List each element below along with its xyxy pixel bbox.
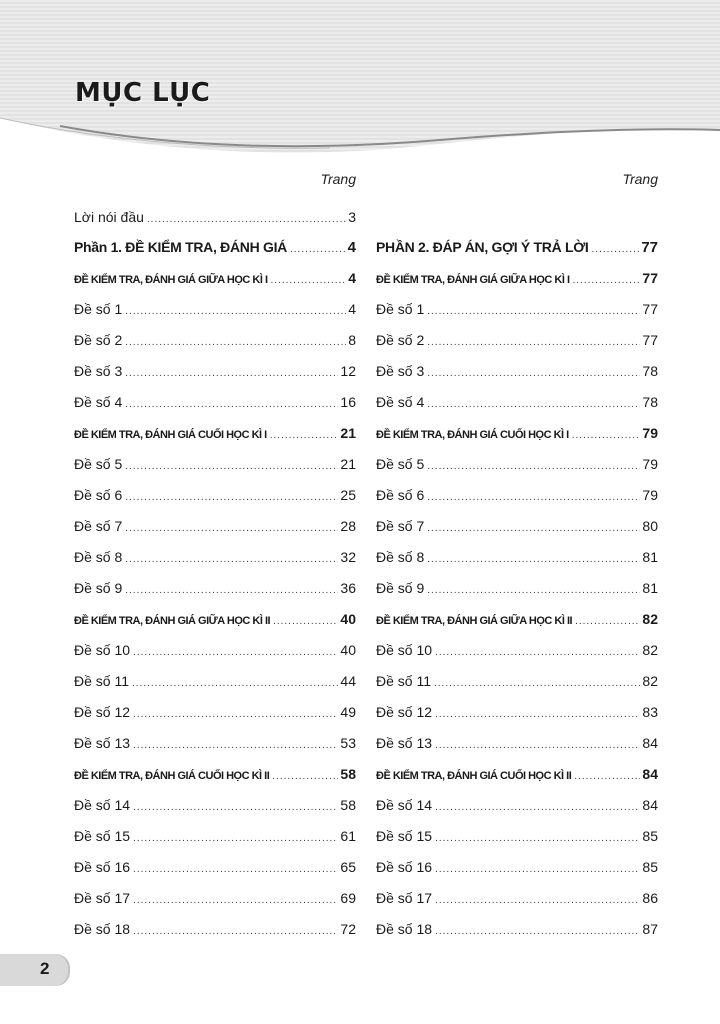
toc-entry[interactable] [376,852,658,883]
toc-entry-intro[interactable] [74,202,356,232]
dot-leader [427,296,640,327]
dot-leader [133,730,338,761]
dot-leader [427,575,640,606]
entry-label: ĐỀ KIỂM TRA, ĐÁNH GIÁ GIỮA HỌC KÌ I [376,274,570,286]
entry-label: Đề số 5 [74,456,123,472]
toc-entry[interactable] [74,449,356,480]
entry-page: 40 [340,611,356,627]
entry-label: Đề số 11 [376,673,431,689]
entry-page: 79 [642,456,658,472]
toc-entry[interactable] [74,387,356,418]
part-page: 4 [347,239,356,256]
page-number: 2 [40,959,50,978]
dot-leader [574,761,640,792]
toc-entry[interactable] [74,914,356,945]
toc-entry[interactable] [376,542,658,573]
entry-page: 58 [340,766,356,782]
dot-leader [125,389,338,420]
entry-page: 85 [642,828,658,844]
entry-page: 4 [348,270,356,286]
entry-label: ĐỀ KIỂM TRA, ĐÁNH GIÁ GIỮA HỌC KÌ II [376,615,573,627]
entry-label: Đề số 2 [376,332,425,348]
entry-page: 58 [340,797,356,813]
dot-leader [125,451,338,482]
dot-leader [573,265,641,296]
toc-entry[interactable] [74,542,356,573]
entry-page: 21 [340,456,356,472]
toc-entry[interactable] [376,325,658,356]
dot-leader [133,637,338,668]
entry-label: Lời nói đầu [74,209,144,225]
toc-left-column [74,168,356,945]
entry-page: 84 [642,797,658,813]
entry-label: Đề số 17 [376,890,433,906]
entry-page: 84 [642,766,658,782]
entry-page: 61 [340,828,356,844]
entry-page: 82 [642,673,658,689]
dot-leader [132,668,338,699]
entry-page: 78 [642,363,658,379]
toc-section-heading[interactable] [376,604,658,635]
entry-label: Đề số 4 [376,394,425,410]
toc-entry[interactable] [74,728,356,759]
entry-label: Đề số 10 [74,642,131,658]
entry-label: ĐỀ KIỂM TRA, ĐÁNH GIÁ GIỮA HỌC KÌ II [74,615,271,627]
dot-leader [435,823,640,854]
entry-label: Đề số 14 [376,797,433,813]
entry-page: 44 [340,673,356,689]
entry-page: 82 [642,611,658,627]
dot-leader [125,327,346,358]
entry-label: Đề số 9 [74,580,123,596]
toc-section-heading[interactable] [74,418,356,449]
toc-entry[interactable] [74,573,356,604]
toc-right-column [376,168,658,945]
toc-entry[interactable] [74,325,356,356]
toc-entry[interactable] [376,294,658,325]
dot-leader [427,513,640,544]
dot-leader [125,575,338,606]
entry-page: 36 [340,580,356,596]
dot-leader [133,885,338,916]
page-column-heading: Trang [622,171,658,187]
entry-label: Đề số 1 [74,301,123,317]
entry-label: Đề số 18 [74,921,131,937]
part-label: Phần 1. ĐỀ KIỂM TRA, ĐÁNH GIÁ [74,239,287,255]
toc-entry[interactable] [376,821,658,852]
dot-leader [435,792,640,823]
toc-entry[interactable] [74,697,356,728]
entry-label: ĐỀ KIỂM TRA, ĐÁNH GIÁ GIỮA HỌC KÌ I [74,274,268,286]
entry-label: Đề số 16 [376,859,433,875]
entry-page: 86 [642,890,658,906]
entry-page: 25 [340,487,356,503]
dot-leader [592,234,640,265]
toc-entry[interactable] [376,666,658,697]
entry-page: 79 [642,425,658,441]
entry-label: Đề số 11 [74,673,129,689]
dot-leader [290,234,346,265]
entry-label: Đề số 3 [376,363,425,379]
toc-section-heading[interactable] [74,759,356,790]
dot-leader [435,730,640,761]
dot-leader [427,358,640,389]
toc-entry[interactable] [376,697,658,728]
entry-page: 79 [642,487,658,503]
toc-section-heading[interactable] [74,263,356,294]
dot-leader [133,699,338,730]
entry-label: Đề số 3 [74,363,123,379]
entry-page: 77 [642,332,658,348]
entry-page: 84 [642,735,658,751]
toc-entry[interactable] [74,666,356,697]
dot-leader [572,420,641,451]
entry-page: 69 [340,890,356,906]
dot-leader [147,205,346,235]
entry-label: Đề số 13 [376,735,433,751]
toc-entry[interactable] [74,635,356,666]
entry-page: 78 [642,394,658,410]
dot-leader [133,854,338,885]
dot-leader [435,916,640,947]
entry-label: Đề số 5 [376,456,425,472]
toc-entry[interactable] [74,294,356,325]
entry-label: Đề số 8 [74,549,123,565]
toc-entry[interactable] [74,480,356,511]
page-column-heading: Trang [320,171,356,187]
entry-page: 53 [340,735,356,751]
dot-leader [271,265,347,296]
entry-label: ĐỀ KIỂM TRA, ĐÁNH GIÁ CUỐI HỌC KÌ II [74,770,270,782]
dot-leader [427,451,640,482]
entry-page: 87 [642,921,658,937]
entry-page: 65 [340,859,356,875]
toc-part-heading[interactable] [376,232,658,263]
page-title: MỤC LỤC [75,78,211,108]
toc-entry[interactable] [74,852,356,883]
dot-leader [125,513,338,544]
entry-page: 3 [348,209,356,225]
toc-part-heading[interactable] [74,232,356,263]
entry-label: Đề số 15 [376,828,433,844]
toc-entry[interactable] [74,883,356,914]
dot-leader [125,482,338,513]
entry-label: Đề số 14 [74,797,131,813]
entry-page: 21 [340,425,356,441]
dot-leader [427,389,640,420]
entry-label: Đề số 4 [74,394,123,410]
toc-entry[interactable] [74,356,356,387]
toc-entry[interactable] [376,728,658,759]
entry-label: Đề số 10 [376,642,433,658]
dot-leader [427,482,640,513]
dot-leader [133,792,338,823]
dot-leader [427,327,640,358]
entry-page: 83 [642,704,658,720]
toc-entry[interactable] [376,790,658,821]
entry-label: Đề số 6 [376,487,425,503]
entry-label: Đề số 18 [376,921,433,937]
entry-page: 16 [340,394,356,410]
entry-label: Đề số 13 [74,735,131,751]
dot-leader [133,823,338,854]
entry-page: 77 [642,270,658,286]
dot-leader [270,420,339,451]
toc-entry[interactable] [376,635,658,666]
dot-leader [133,916,338,947]
part-label: PHẦN 2. ĐÁP ÁN, GỢI Ý TRẢ LỜI [376,239,589,255]
entry-label: Đề số 12 [74,704,131,720]
entry-page: 8 [348,332,356,348]
toc-entry[interactable] [74,821,356,852]
entry-label: Đề số 8 [376,549,425,565]
entry-label: Đề số 6 [74,487,123,503]
toc-section-heading[interactable] [376,759,658,790]
entry-label: ĐỀ KIỂM TRA, ĐÁNH GIÁ CUỐI HỌC KÌ II [376,770,572,782]
entry-label: Đề số 2 [74,332,123,348]
entry-label: Đề số 16 [74,859,131,875]
entry-label: Đề số 9 [376,580,425,596]
entry-page: 81 [642,580,658,596]
toc-entry[interactable] [376,480,658,511]
dot-leader [435,854,640,885]
entry-label: Đề số 7 [376,518,425,534]
dot-leader [435,699,640,730]
toc-entry[interactable] [376,511,658,542]
entry-label: ĐỀ KIỂM TRA, ĐÁNH GIÁ CUỐI HỌC KÌ I [376,429,569,441]
toc-entry[interactable] [376,914,658,945]
toc-entry[interactable] [376,573,658,604]
entry-page: 4 [348,301,356,317]
toc-entry[interactable] [74,511,356,542]
toc-entry[interactable] [376,883,658,914]
dot-leader [435,637,640,668]
toc-entry[interactable] [376,356,658,387]
entry-page: 77 [642,301,658,317]
dot-leader [427,544,640,575]
entry-page: 12 [340,363,356,379]
dot-leader [125,358,338,389]
dot-leader [272,761,338,792]
entry-page: 81 [642,549,658,565]
toc-entry[interactable] [74,790,356,821]
dot-leader [435,885,640,916]
toc-section-heading[interactable] [376,418,658,449]
entry-label: Đề số 12 [376,704,433,720]
part-page: 77 [641,239,658,256]
toc-section-heading[interactable] [74,604,356,635]
page-number-badge [0,954,68,986]
entry-page: 82 [642,642,658,658]
entry-label: Đề số 15 [74,828,131,844]
dot-leader [273,606,338,637]
entry-page: 72 [340,921,356,937]
entry-label: ĐỀ KIỂM TRA, ĐÁNH GIÁ CUỐI HỌC KÌ I [74,429,267,441]
dot-leader [125,544,338,575]
entry-page: 80 [642,518,658,534]
dot-leader [434,668,640,699]
entry-page: 49 [340,704,356,720]
toc-entry[interactable] [376,449,658,480]
entry-label: Đề số 7 [74,518,123,534]
entry-label: Đề số 17 [74,890,131,906]
entry-page: 85 [642,859,658,875]
entry-page: 40 [340,642,356,658]
entry-page: 32 [340,549,356,565]
dot-leader [125,296,346,327]
toc-section-heading[interactable] [376,263,658,294]
entry-label: Đề số 1 [376,301,425,317]
dot-leader [575,606,640,637]
toc-entry[interactable] [376,387,658,418]
entry-page: 28 [340,518,356,534]
